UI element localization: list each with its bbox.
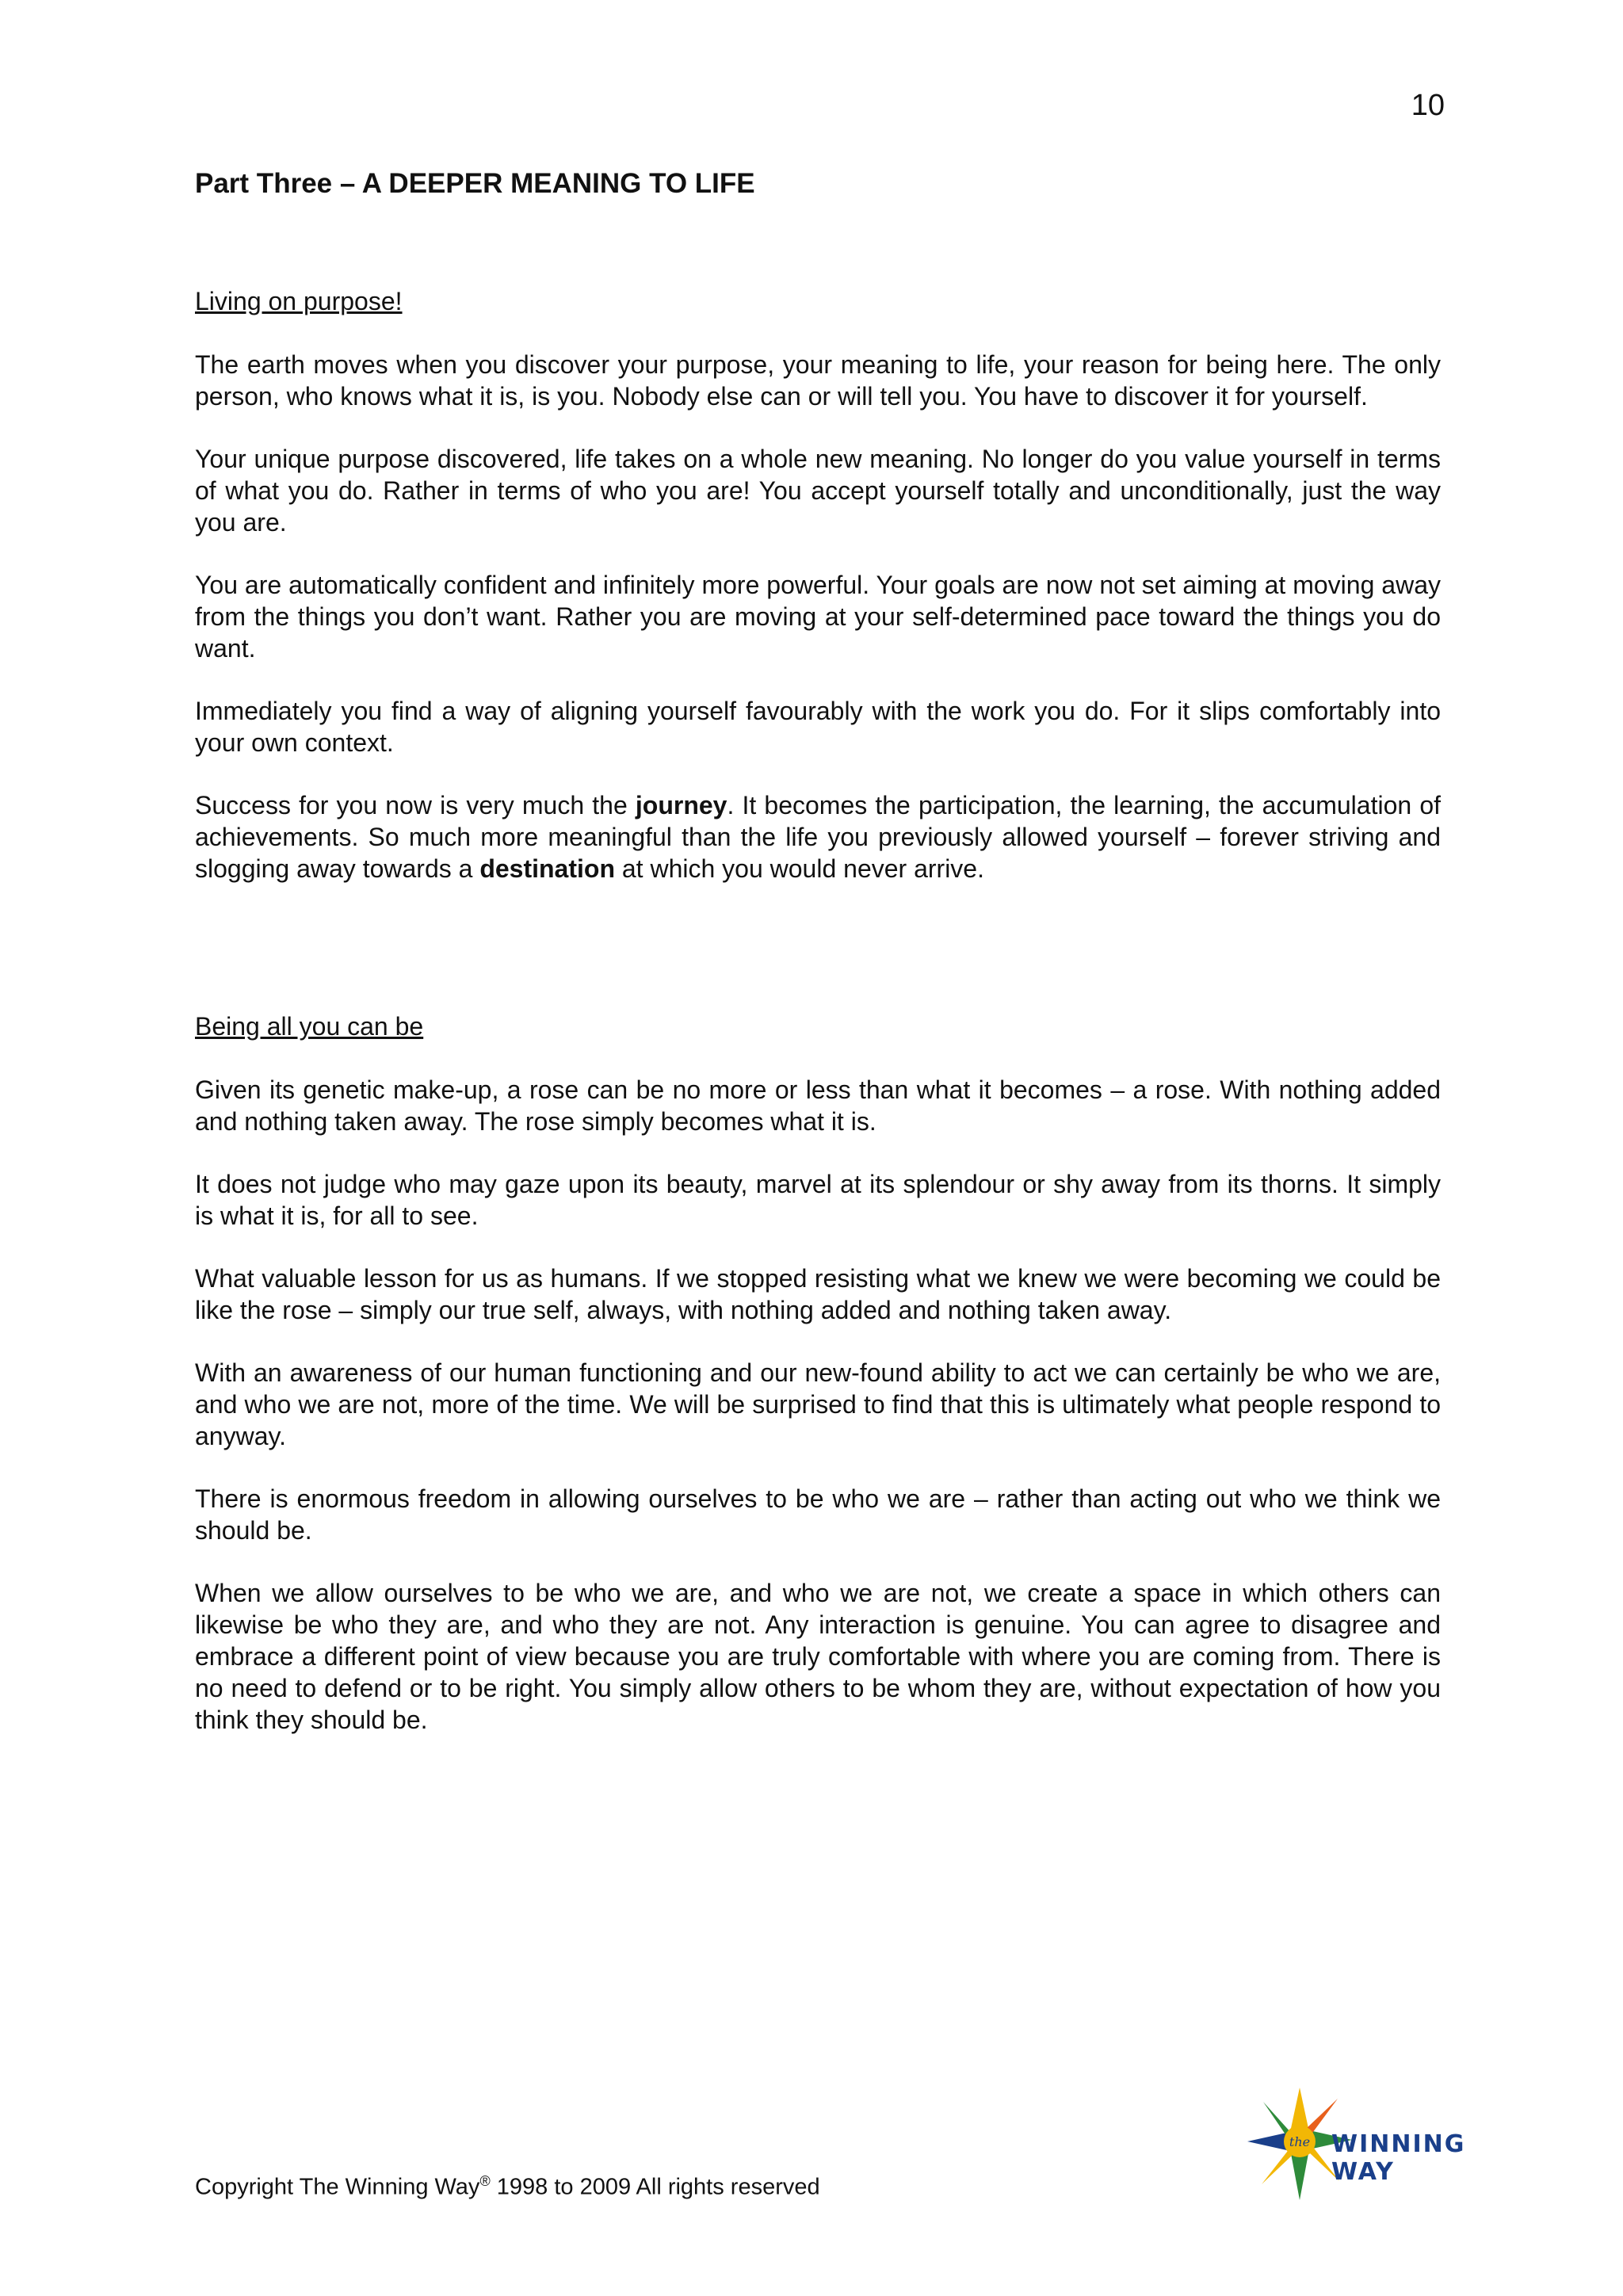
logo-small-word: the [1289, 2134, 1311, 2149]
copyright-footer [195, 2173, 820, 2201]
paragraph: You are automatically confident and infinitely more powerful. Your goals are now not set aiming at moving away from the things you don’t want. Rather you are moving at your self-determined pace toward the things you do want. [195, 571, 1441, 663]
section-spacer [195, 915, 1441, 1010]
footer-text: Copyright The Winning Way [195, 2174, 480, 2200]
paragraph: Your unique purpose discovered, life takes on a whole new meaning. No longer do you value yourself in terms of what you do. Rather in terms of who you are! You accept yourself totally and unconditionally, just the way you are. [195, 445, 1441, 537]
paragraph: Given its genetic make-up, a rose can be no more or less than what it becomes – a rose. With nothing added and nothing taken away. The rose simply becomes what it is. [195, 1075, 1441, 1136]
text-run: Success for you now is very much the [195, 791, 636, 819]
section-heading-living-on-purpose: Living on purpose! [195, 287, 403, 315]
logo-text: WINNING WAY [1331, 2130, 1466, 2186]
bold-word-destination: destination [479, 854, 615, 883]
paragraph: There is enormous freedom in allowing ourselves to be who we are – rather than acting out who we think we should be. [195, 1484, 1441, 1545]
paragraph: The earth moves when you discover your purpose, your meaning to life, your reason for being here. The only person, who knows what it is, is you. Nobody else can or will tell you. You have to discover it for yourself. [195, 350, 1441, 411]
part-title: Part Three – A DEEPER MEANING TO LIFE [195, 168, 755, 199]
paragraph: With an awareness of our human functioning and our new-found ability to act we can certainly be who we are, and who we are not, more of the time. We will be surprised to find that this is ultimately what people respond to anyway. [195, 1358, 1441, 1450]
page-number: 10 [1411, 89, 1445, 122]
text-run: at which you would never arrive. [614, 854, 984, 883]
text-run: . It becomes the participation, the learning, the accumulation of achievements. So much more meaningful than the life you previously allowed yourself – forever striving and slogging away towards a [195, 791, 1442, 883]
paragraph [195, 789, 1441, 884]
bold-word-journey: journey [635, 791, 727, 819]
winning-way-logo [1244, 2084, 1529, 2203]
footer-text: 1998 to 2009 All rights reserved [490, 2174, 820, 2200]
paragraph: When we allow ourselves to be who we are, and who we are not, we create a space in which others can likewise be who they are, and who they are not. Any interaction is genuine. You can agree to disagree and embrace a different point of view because you are truly comfortable with where you are coming from. There is no need to defend or to be right. You simply allow others to be whom they are, without expectation of how you think they should be. [195, 1579, 1441, 1734]
registered-mark: ® [479, 2173, 491, 2189]
document-body [195, 166, 1441, 1767]
paragraph: What valuable lesson for us as humans. If we stopped resisting what we knew we were becoming we could be like the rose – simply our true self, always, with nothing added and nothing taken away. [195, 1264, 1441, 1324]
paragraph: It does not judge who may gaze upon its beauty, marvel at its splendour or shy away from its thorns. It simply is what it is, for all to see. [195, 1170, 1441, 1230]
paragraph: Immediately you find a way of aligning yourself favourably with the work you do. For it slips comfortably into your own context. [195, 697, 1441, 757]
section-heading-being-all-you-can-be: Being all you can be [195, 1012, 424, 1041]
